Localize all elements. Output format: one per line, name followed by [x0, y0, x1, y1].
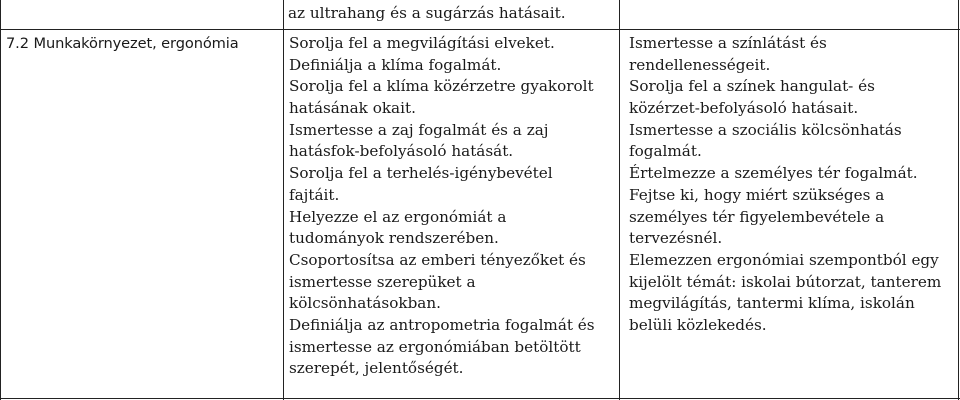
table-border-col1: [283, 0, 284, 400]
objective-line: hatásának okait.: [289, 99, 416, 118]
activity-line: Ismertesse a szociális kölcsönhatás: [629, 120, 902, 139]
activity-line: belüli közlekedés.: [629, 315, 767, 334]
objective-line: kölcsönhatásokban.: [289, 294, 441, 313]
activity-line: rendellenességeit.: [629, 55, 771, 74]
objective-line: szerepét, jelentőségét.: [289, 359, 464, 378]
activity-line: fogalmát.: [629, 142, 702, 161]
objective-line: Ismertesse a zaj fogalmát és a zaj: [289, 120, 549, 139]
objective-line: Sorolja fel a megvilágítási elveket.: [289, 34, 555, 52]
activity-line: Elemezzen ergonómiai szempontból egy: [629, 250, 939, 269]
objective-line: Csoportosítsa az emberi tényezőket és: [289, 250, 586, 269]
objective-line: Definiálja az antropometria fogalmát és: [289, 315, 595, 334]
objective-line: Sorolja fel a terhelés-igénybevétel: [289, 164, 553, 183]
objective-line: Sorolja fel a klíma közérzetre gyakorolt: [289, 77, 594, 96]
table-border-bottom: [0, 398, 960, 399]
activity-line: Értelmezze a személyes tér fogalmát.: [629, 164, 918, 183]
activity-line: kijelölt témát: iskolai bútorzat, tanterem: [629, 272, 942, 291]
topic-cell: [6, 33, 239, 55]
activity-line: Fejtse ki, hogy miért szükséges a: [629, 185, 885, 204]
objective-line: hatásfok-befolyásoló hatását.: [289, 142, 514, 161]
objectives-cell: [289, 33, 595, 380]
activities-cell: [629, 33, 941, 337]
activity-line: közérzet-befolyásoló hatásait.: [629, 99, 859, 118]
previous-row-text: az ultrahang és a sugárzás hatásait.: [288, 4, 566, 22]
activity-line: tervezésnél.: [629, 229, 723, 248]
activity-line: megvilágítás, tantermi klíma, iskolán: [629, 294, 915, 313]
objective-line: fajtáit.: [289, 185, 340, 204]
table-border-right: [958, 0, 959, 400]
activity-line: Sorolja fel a színek hangulat- és: [629, 77, 875, 96]
objective-line: ismertesse szerepüket a: [289, 272, 476, 291]
activity-line: Ismertesse a színlátást és: [629, 34, 827, 52]
table-border-col2: [619, 0, 620, 400]
objective-line: Definiálja a klíma fogalmát.: [289, 55, 502, 74]
objective-line: ismertesse az ergonómiában betöltött: [289, 337, 581, 356]
objective-line: Helyezze el az ergonómiát a: [289, 207, 507, 226]
activity-line: személyes tér figyelembevétele a: [629, 207, 885, 226]
topic-title: 7.2 Munkakörnyezet, ergonómia: [6, 35, 239, 52]
objective-line: tudományok rendszerében.: [289, 229, 499, 248]
table-row-divider: [0, 29, 960, 30]
previous-row-fragment: [288, 3, 566, 25]
table-border-left: [0, 0, 1, 400]
